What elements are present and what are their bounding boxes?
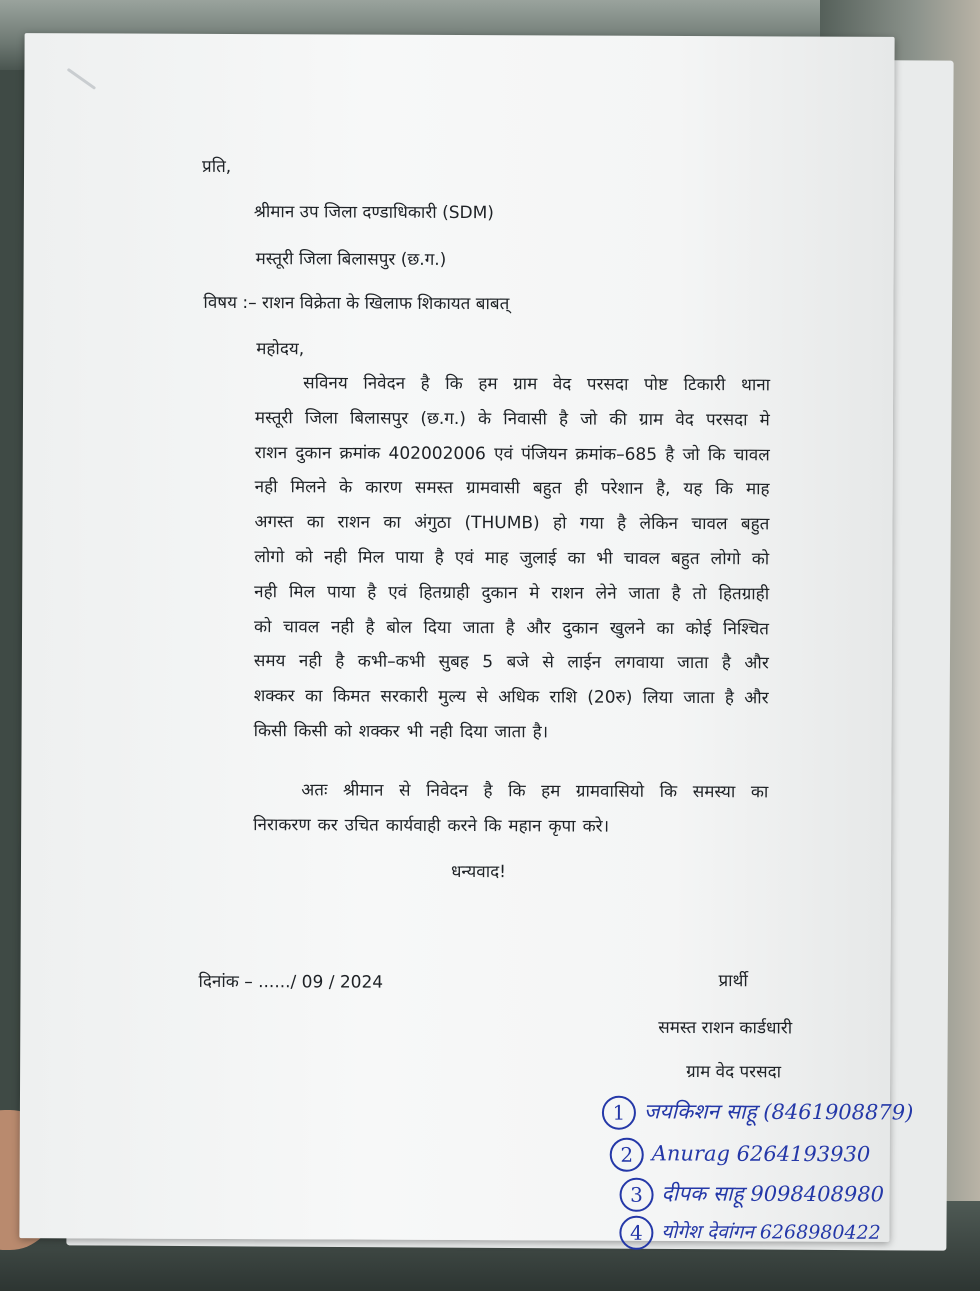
word: की [609,409,627,430]
word: परेशान [600,479,644,500]
text-line [254,714,769,751]
word: कृपा [548,816,576,837]
signature-1 [602,1096,914,1131]
word: किसी [293,721,328,742]
word: है [335,651,345,672]
word: कारण [365,477,403,499]
text-line [253,808,768,845]
greeting: महोदय, [256,339,305,360]
word: राशन [551,583,584,604]
word: जाता [628,583,660,604]
word: सरकारी [380,686,428,708]
word: मुल्य [438,687,467,708]
word: है [483,781,493,802]
text-line [254,679,769,716]
word: थाना [740,375,771,396]
word: समय [253,651,286,672]
word: दुकान [562,618,599,639]
word: कि [707,444,726,465]
word: चावल [623,548,661,569]
text-line [255,366,770,403]
text-line [255,471,770,508]
word: गया [579,513,604,534]
word: के [478,408,492,429]
word: के [339,477,353,498]
word: दिया [459,721,488,743]
word: एवं [494,443,514,464]
word: करने [447,815,478,836]
signature-text: योगेश देवांगन 6268980422 [661,1220,881,1244]
word: जिला [304,408,338,429]
word: अधिक [498,687,540,708]
word: सविनय [303,373,348,394]
word: एवं [454,547,474,569]
word: लिया [642,687,673,709]
text-line [254,644,769,681]
word: हम [541,781,561,802]
letter-document [19,33,914,1245]
word: जाता [683,688,715,709]
word: बोल [386,617,412,638]
text-line [255,436,770,473]
word: का [383,512,401,533]
word: दिया [423,617,452,638]
subject-line: विषय :– राशन विक्रेता के खिलाफ शिकायत बाबत् [203,292,510,315]
word: का [306,512,325,533]
word: है, [655,479,671,500]
word: ग्रामवासियो [575,781,645,802]
word: लेने [595,583,617,604]
word: हम [478,374,498,395]
request-paragraph [253,773,768,845]
word: नही [298,651,322,672]
word: का [304,686,323,707]
word: का [656,618,674,639]
signature-number: 1 [602,1096,636,1130]
word: लगवाया [614,653,664,674]
word: है [365,617,375,638]
word: लेकिन [639,513,679,535]
word: है [434,547,444,568]
text-line [254,540,769,577]
word: पाया [395,547,424,568]
signature-3 [619,1178,884,1213]
text-line [254,505,769,542]
word: का [567,548,586,569]
word: राशि [549,687,577,708]
word: चावल [691,514,728,535]
word: जो [682,444,700,465]
word: कभी–कभी [357,651,426,673]
word: निवेदन [426,780,468,802]
word: समस्या [692,782,736,803]
word: भी [596,548,613,569]
word: लाईन [567,652,602,674]
word: चावल [283,616,320,637]
word: जुलाई [519,548,557,569]
word: और [744,688,769,709]
word: है [558,409,569,430]
word: को [254,616,272,637]
word: ग्राम [513,374,538,395]
word: निवासी [503,408,547,430]
word: (20रु) [587,687,633,708]
word: (THUMB) [464,513,540,534]
word: कि [659,781,678,802]
word: राशन [337,512,371,533]
word: से [476,687,488,708]
recipient-line-1: श्रीमान उप जिला दण्डाधिकारी (SDM) [253,202,494,224]
word: पोष्ट [643,374,669,395]
word: नही [429,721,453,742]
word: एवं [388,582,408,603]
word: जो [580,409,598,430]
word: हितग्राही [718,583,770,605]
word: और [526,617,551,638]
word: अगस्त [254,512,294,533]
word: 402002006 [388,443,486,464]
word: पाया [326,582,356,603]
word: अंगुठा [414,512,452,534]
word: खुलने [609,618,645,639]
word: मिल [357,547,385,568]
word: यह [683,479,703,500]
signature-number: 4 [619,1216,653,1250]
word: अतः [301,780,328,801]
word: दुकान [295,442,332,464]
word: ग्रामवासी [465,478,520,499]
word: महान [508,816,542,837]
word: है [505,617,515,638]
word: नही [254,581,278,602]
word: है [671,583,681,604]
word: क्रमांक–685 [575,444,658,465]
applicant-label: प्रार्थी [718,971,748,992]
word: कि [483,815,502,836]
word: मिल [288,582,316,603]
word: हो [553,513,567,534]
text-line [254,610,769,647]
word: लोगो [254,547,285,568]
word: कि [508,781,526,802]
signature-text: जयकिशन साहू (8461908879) [643,1099,914,1125]
word: बहुत [740,514,770,535]
word: ही [574,478,588,499]
word: परसदा [705,409,748,431]
word: नही [254,477,278,498]
word: 5 [482,652,494,673]
word: मे [529,583,540,604]
signature-text: Anurag 6264193930 [651,1141,871,1167]
word: लोगो [710,549,741,570]
word: जाता [462,617,495,638]
word: कि [445,373,463,395]
word: है [721,653,732,674]
word: नही [323,547,347,568]
word: ग्राम [638,409,664,430]
word: है [420,373,430,394]
word: से [399,780,411,801]
word: नही [330,617,354,638]
word: जाता [494,722,526,743]
word: निश्चित [723,618,770,639]
word: बहुत [532,478,562,499]
word: हितग्राही [418,582,470,603]
word: किसी [253,721,287,742]
word: को [295,547,313,568]
word: कि [715,479,733,500]
word: है [367,582,377,603]
word: जाता [677,653,709,674]
signature-4 [619,1216,880,1251]
word: माह [484,548,509,569]
word: है [617,513,627,534]
word: (छ.ग.) [420,408,466,429]
word: वेद [552,374,572,395]
word: टिकारी [683,374,726,396]
word: बिलासपुर [350,408,409,429]
word: चावल [733,444,770,465]
signature-text: दीपक साहू 9098408980 [661,1181,885,1207]
body-paragraph [254,366,771,751]
word: है। [532,722,549,743]
word: मस्तूरी [254,407,293,429]
word: समस्त [414,478,454,499]
salutation-to: प्रति, [202,156,232,178]
word: बहुत [671,548,700,570]
paper-sheet [19,33,914,1245]
word: उचित [344,815,379,836]
word: है [724,688,734,709]
word: है [665,444,675,465]
word: निवेदन [363,373,406,394]
text-line [254,575,769,612]
word: सुबह [438,652,469,673]
signature-number: 2 [610,1138,644,1172]
word: कर [317,815,338,836]
signatory-line-2: ग्राम वेद परसदा [686,1062,782,1083]
text-line [255,401,770,438]
word: माह [745,479,770,500]
recipient-line-2: मस्तूरी जिला बिलासपुर (छ.ग.) [255,249,447,270]
date-line: दिनांक – ....../ 09 / 2024 [198,971,384,993]
signature-number: 3 [619,1178,653,1212]
text-line [253,773,768,810]
word: निराकरण [253,814,311,836]
word: बजे [506,652,529,673]
word: से [542,652,554,673]
word: और [744,653,769,674]
word: परसदा [586,374,629,395]
word: करे। [582,816,610,837]
word: श्रीमान [342,780,384,801]
word: मे [759,410,770,431]
word: को [751,549,770,570]
thanks: धन्यवाद! [450,861,507,883]
word: शक्कर [253,686,295,707]
word: दुकान [481,582,518,604]
word: क्रमांक [339,443,381,464]
word: कार्यवाही [385,815,441,836]
word: मिलने [290,477,327,498]
word: शक्कर [358,721,400,742]
word: किमत [332,686,371,707]
word: तो [692,583,707,604]
word: को [334,721,352,742]
word: वेद [675,409,694,430]
word: राशन [254,442,288,463]
signature-2 [610,1138,871,1173]
word: पंजियन [521,443,568,465]
word: कोई [685,618,712,639]
word: भी [406,721,424,742]
word: का [750,782,769,803]
signatory-line-1: समस्त राशन कार्डधारी [658,1017,793,1039]
